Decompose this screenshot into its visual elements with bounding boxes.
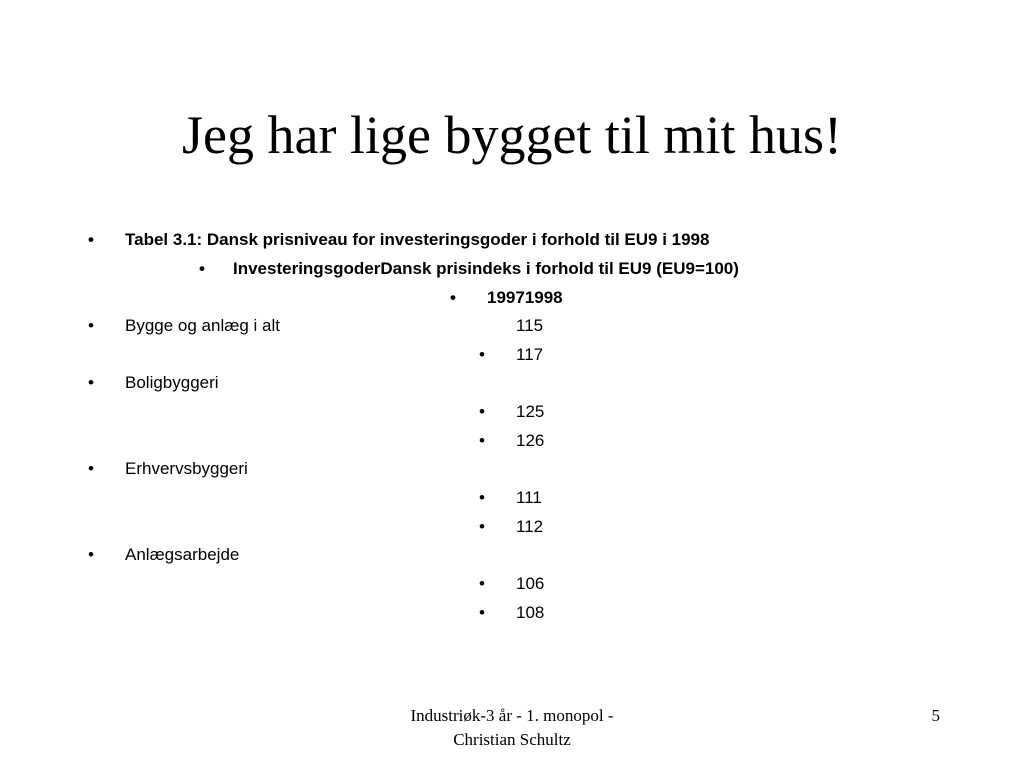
bullet-icon: • [199,259,205,278]
bullet-icon: • [450,288,456,307]
table-row [0,369,1024,397]
table-caption: Tabel 3.1: Dansk prisniveau for investeringsgoder i forhold til EU9 i 1998 [125,230,710,249]
row-value-1998: 126 [516,431,545,450]
bullet-icon: • [479,402,485,421]
row-value-1998: 117 [516,345,544,364]
table-row-value [0,341,1024,369]
slide-footer [340,704,684,752]
row-label: Bygge og anlæg i alt [125,316,280,335]
table-caption-line [0,226,1024,254]
bullet-icon: • [479,517,485,536]
table-row-value [0,513,1024,541]
bullet-icon: • [88,316,94,335]
footer-line-1: Industriøk-3 år - 1. monopol - [410,706,614,725]
column-header: InvesteringsgoderDansk prisindeks i forhold til EU9 (EU9=100) [233,259,739,278]
row-value-1998: 108 [516,603,545,622]
years-header: 19971998 [487,288,563,307]
table-row-value [0,484,1024,512]
footer-line-2: Christian Schultz [453,730,571,749]
bullet-icon: • [479,431,485,450]
bullet-icon: • [479,345,485,364]
table-row [0,312,1024,340]
row-value-1997: 106 [516,574,545,593]
row-value-1997: 115 [516,316,544,335]
column-header-line [0,255,1024,283]
slide-title: Jeg har lige bygget til mit hus! [182,105,842,165]
table-row [0,541,1024,569]
table-row-value [0,599,1024,627]
row-value-1998: 112 [516,517,544,536]
years-header-line [0,284,1024,312]
table-row-value [0,398,1024,426]
bullet-icon: • [479,574,485,593]
page-number: 5 [931,706,940,725]
table-row-value [0,570,1024,598]
table-row [0,455,1024,483]
row-label: Erhvervsbyggeri [125,459,248,478]
bullet-icon: • [479,488,485,507]
bullet-icon: • [88,545,94,564]
row-value-1997: 111 [516,488,542,507]
bullet-icon: • [479,603,485,622]
row-value-1997: 125 [516,402,545,421]
bullet-icon: • [88,459,94,478]
bullet-icon: • [88,373,94,392]
table-row-value [0,427,1024,455]
row-label: Boligbyggeri [125,373,219,392]
bullet-icon: • [88,230,94,249]
row-label: Anlægsarbejde [125,545,240,564]
